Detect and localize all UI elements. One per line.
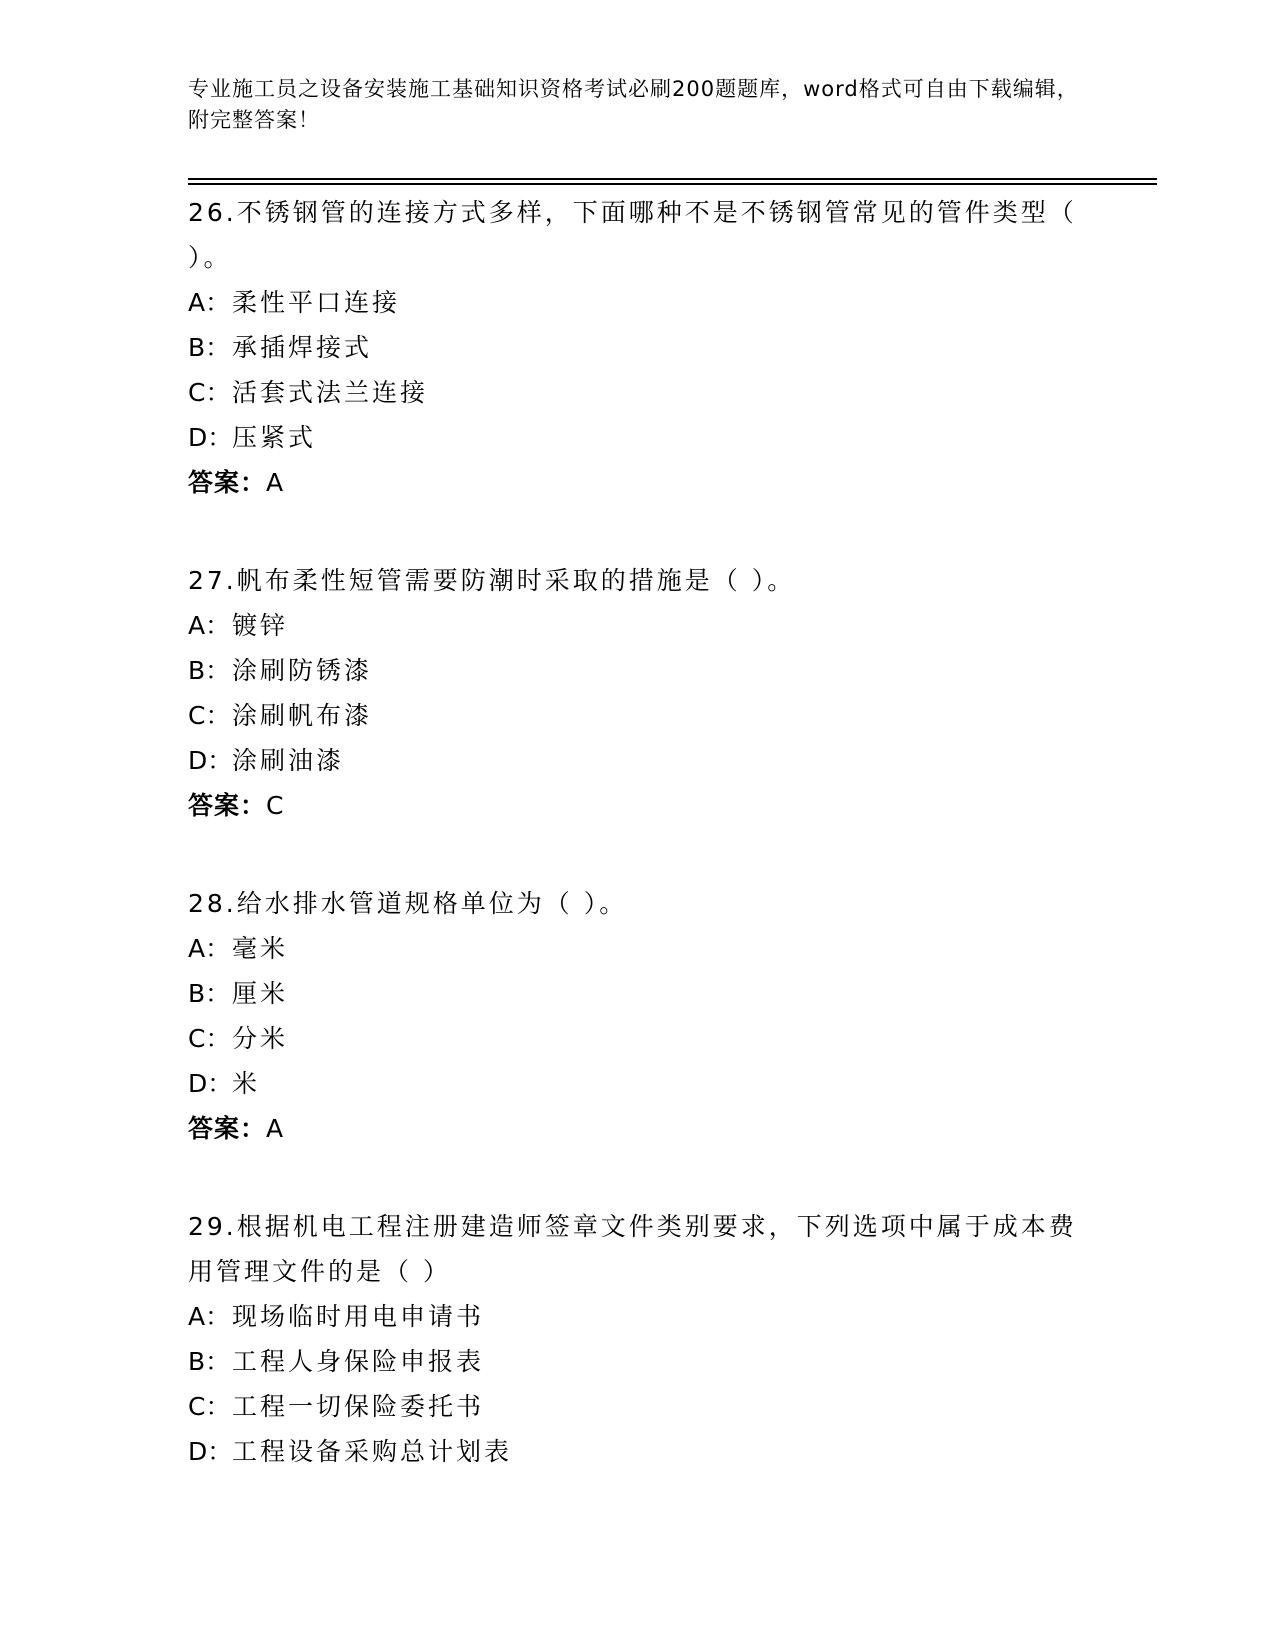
question-stem: 26.不锈钢管的连接方式多样，下面哪种不是不锈钢管常见的管件类型（ ）。 — [188, 198, 1077, 272]
document-header: 专业施工员之设备安装施工基础知识资格考试必刷200题题库，word格式可自由下载编辑，附完整答案！ — [188, 77, 1079, 132]
option-text: 工程一切保险委托书 — [232, 1392, 485, 1421]
option-text: 涂刷油漆 — [232, 746, 345, 775]
option-d — [188, 1061, 1088, 1106]
answer-line — [188, 1106, 1088, 1151]
option-text: 涂刷防锈漆 — [232, 656, 373, 685]
option-letter: C： — [188, 378, 231, 407]
option-text: 厘米 — [232, 979, 289, 1008]
option-text: 镀锌 — [232, 611, 289, 640]
option-letter: B： — [188, 1347, 231, 1376]
option-text: 活套式法兰连接 — [232, 378, 429, 407]
option-letter: D： — [188, 1437, 233, 1466]
answer-label: 答案： — [188, 1114, 267, 1143]
answer-value: C — [266, 791, 284, 820]
answer-label: 答案： — [188, 468, 267, 497]
option-letter: B： — [188, 979, 231, 1008]
option-d — [188, 415, 1088, 460]
option-letter: A： — [188, 288, 231, 317]
answer-value: A — [266, 468, 284, 497]
option-text: 米 — [232, 1069, 261, 1098]
question-stem: 27.帆布柔性短管需要防潮时采取的措施是（ ）。 — [188, 566, 796, 595]
option-letter: B： — [188, 333, 231, 362]
question-26 — [188, 190, 1088, 505]
option-a — [188, 280, 1088, 325]
option-text: 工程设备采购总计划表 — [232, 1437, 513, 1466]
option-letter: D： — [188, 1069, 233, 1098]
question-28 — [188, 881, 1088, 1151]
option-text: 现场临时用电申请书 — [232, 1302, 485, 1331]
question-29 — [188, 1204, 1088, 1474]
option-b — [188, 648, 1088, 693]
option-letter: C： — [188, 1024, 231, 1053]
header-divider-bottom — [188, 183, 1157, 185]
question-stem: 28.给水排水管道规格单位为（ ）。 — [188, 889, 628, 918]
option-text: 压紧式 — [232, 423, 317, 452]
option-a — [188, 926, 1088, 971]
option-b — [188, 325, 1088, 370]
option-text: 涂刷帆布漆 — [232, 701, 373, 730]
option-d — [188, 738, 1088, 783]
answer-value: A — [266, 1114, 284, 1143]
option-text: 柔性平口连接 — [232, 288, 401, 317]
option-letter: A： — [188, 1302, 231, 1331]
option-b — [188, 1339, 1088, 1384]
option-letter: D： — [188, 423, 233, 452]
option-text: 分米 — [232, 1024, 289, 1053]
option-c — [188, 370, 1088, 415]
option-text: 承插焊接式 — [232, 333, 373, 362]
option-letter: C： — [188, 1392, 231, 1421]
option-b — [188, 971, 1088, 1016]
option-text: 毫米 — [232, 934, 289, 963]
option-letter: D： — [188, 746, 233, 775]
option-c — [188, 693, 1088, 738]
answer-line — [188, 783, 1088, 828]
question-list — [188, 190, 1088, 1527]
option-letter: A： — [188, 934, 231, 963]
option-a — [188, 603, 1088, 648]
question-stem: 29.根据机电工程注册建造师签章文件类别要求，下列选项中属于成本费用管理文件的是（ ） — [188, 1212, 1077, 1286]
option-letter: C： — [188, 701, 231, 730]
option-c — [188, 1016, 1088, 1061]
question-27 — [188, 558, 1088, 828]
option-c — [188, 1384, 1088, 1429]
option-text: 工程人身保险申报表 — [232, 1347, 485, 1376]
option-a — [188, 1294, 1088, 1339]
option-letter: A： — [188, 611, 231, 640]
answer-line — [188, 460, 1088, 505]
answer-label: 答案： — [188, 791, 267, 820]
option-d — [188, 1429, 1088, 1474]
header-divider-top — [188, 178, 1157, 180]
option-letter: B： — [188, 656, 231, 685]
